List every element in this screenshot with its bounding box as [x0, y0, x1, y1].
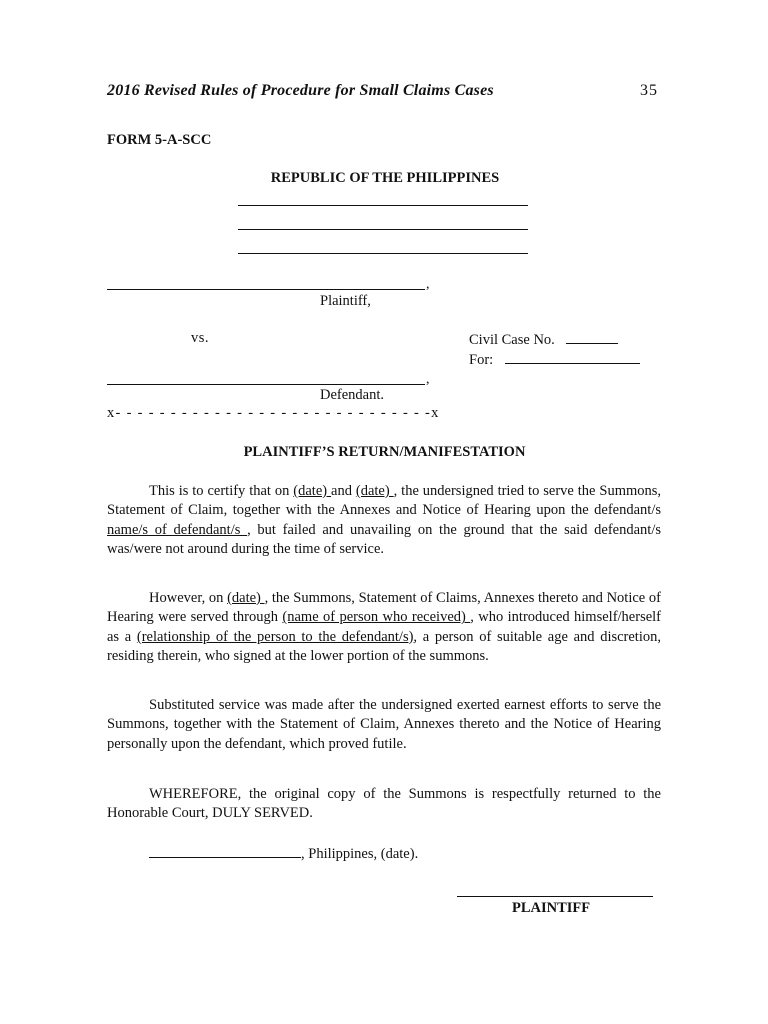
plaintiff-label: Plaintiff, [320, 293, 371, 309]
paragraph-wherefore: WHEREFORE, the original copy of the Summons is respectfully returned to the Honorable Court, DULY SERVED. [107, 786, 661, 822]
defendant-name-line [107, 384, 425, 385]
p1-defendant-names: name/s of defendant/s [107, 521, 248, 538]
p1-text-4: , but failed and unavailing on the ground that the said defendant/s was/were not around during the time of service. [107, 521, 661, 558]
p2-text-4: , a person of suitable age and discretion, residing therein, who signed at the lower portion of the summons. [107, 628, 661, 665]
p2-text-3: , who introduced himself/herself as a [107, 609, 662, 645]
civil-case-blank [566, 330, 618, 344]
p2-date: (date) [227, 590, 265, 606]
p1-text-2: and [331, 483, 356, 499]
document-title: PLAINTIFF’S RETURN/MANIFESTATION [243, 444, 526, 460]
signing-place-date [149, 844, 418, 863]
page-number: 35 [640, 82, 658, 99]
caption-separator: x- - - - - - - - - - - - - - - - - - - - - - - - - - - - -x [107, 405, 440, 421]
for-label: For: [469, 352, 494, 368]
form-code: FORM 5-A-SCC [107, 132, 212, 148]
running-header-title: 2016 Revised Rules of Procedure for Small Claims Cases [107, 82, 494, 99]
p2-text-2: , the Summons, Statement of Claims, Annexes thereto and Notice of Hearing were served through [107, 590, 662, 626]
defendant-comma: , [426, 372, 430, 387]
place-suffix: , Philippines, (date). [301, 846, 419, 862]
plaintiff-comma: , [426, 277, 430, 292]
court-blank-line-3 [238, 253, 528, 254]
p2-relationship: (relationship of the person to the defendant/s) [136, 628, 414, 645]
case-for [469, 350, 640, 369]
place-blank [149, 844, 301, 858]
civil-case-label: Civil Case No. [469, 332, 555, 348]
court-blank-line-1 [238, 205, 528, 206]
p2-text-1: However, on [149, 590, 228, 606]
for-blank [505, 350, 640, 364]
p1-date-2: (date) [355, 483, 394, 499]
versus-label: vs. [191, 330, 210, 346]
p1-date-1: (date) [293, 483, 332, 499]
republic-heading: REPUBLIC OF THE PHILIPPINES [270, 170, 500, 186]
civil-case-number [469, 330, 618, 349]
p1-text-3: , the undersigned tried to serve the Summons, Statement of Claim, together with the Annexes and Notice of Hearing upon the defendant/s [107, 483, 662, 519]
plaintiff-name-line [107, 289, 425, 290]
p2-recipient-name: (name of person who received) [282, 609, 471, 626]
p1-text-1: This is to certify that on [149, 483, 294, 499]
signature-line [457, 896, 653, 897]
paragraph-certification [107, 482, 661, 560]
defendant-label: Defendant. [320, 387, 385, 403]
paragraph-substituted-service [107, 589, 661, 667]
court-blank-line-2 [238, 229, 528, 230]
paragraph-earnest-efforts: Substituted service was made after the undersigned exerted earnest efforts to serve the Summons, together with the Statement of Claim, Annexes thereto and the Notice of Hearing personally upon the defendant, which proved futile. [107, 697, 661, 752]
signature-label: PLAINTIFF [512, 900, 591, 916]
